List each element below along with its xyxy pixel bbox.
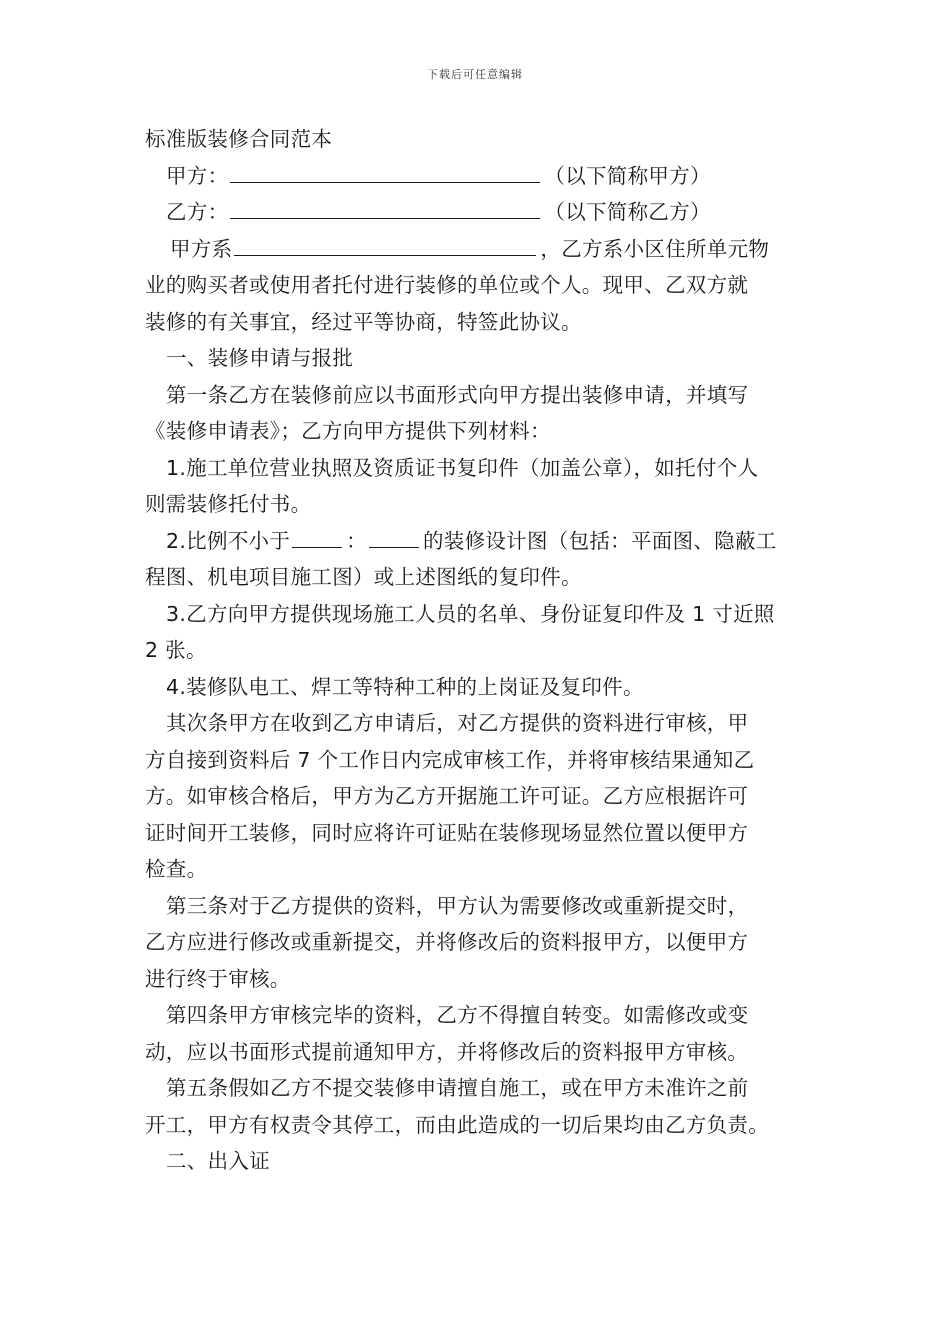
article-2-line-3: 方。如审核合格后，甲方为乙方开据施工许可证。乙方应根据许可 <box>145 784 749 808</box>
item-1-line-2: 则需装修托付书。 <box>145 492 312 516</box>
intro-rest: ，乙方系小区住所单元物 <box>540 236 770 261</box>
article-2-line-2: 方自接到资料后 7 个工作日内完成审核工作，并将审核结果通知乙 <box>145 747 755 772</box>
item-3-line-2: 2 张。 <box>145 638 207 662</box>
party-a-line <box>145 158 810 195</box>
item-4: 4.装修队电工、焊工等特种工种的上岗证及复印件。 <box>166 674 644 699</box>
article-2-line-5: 检查。 <box>145 857 208 881</box>
section-heading-2: 二、出入证 <box>166 1149 270 1173</box>
intro-line-1 <box>145 231 810 268</box>
contract-body <box>145 121 810 1180</box>
item-2-line-2: 程图、机电项目施工图）或上述图纸的复印件。 <box>145 565 582 589</box>
party-b-line <box>145 194 810 231</box>
article-1-line-1: 第一条乙方在装修前应以书面形式向甲方提出装修申请，并填写 <box>166 382 749 407</box>
article-5-line-2: 开工，甲方有权责令其停工，而由此造成的一切后果均由乙方负责。 <box>145 1112 769 1137</box>
article-4-line-2: 动，应以书面形式提前通知甲方，并将修改后的资料报甲方审核。 <box>145 1039 749 1064</box>
item-1-line-1: 1.施工单位营业执照及资质证书复印件（加盖公章），如托付个人 <box>166 455 759 480</box>
item-2-line-1 <box>145 523 810 560</box>
article-4-line-1: 第四条甲方审核完毕的资料，乙方不得擅自转变。如需修改或变 <box>166 1003 749 1027</box>
item-2-prefix: 2.比例不小于 <box>166 528 291 553</box>
header-note: 下载后可任意编辑 <box>427 68 523 81</box>
document-title: 标准版装修合同范本 <box>145 127 333 151</box>
intro-line-3: 装修的有关事宜，经过平等协商，特签此协议。 <box>145 309 582 334</box>
party-a-blank[interactable] <box>230 158 540 183</box>
article-5-line-1: 第五条假如乙方不提交装修申请擅自施工，或在甲方未准许之前 <box>166 1076 749 1100</box>
party-a-label: 甲方： <box>166 163 229 188</box>
item-2-colon: ： <box>346 528 367 553</box>
party-b-suffix: （以下简称乙方） <box>544 200 711 224</box>
party-b-blank[interactable] <box>230 194 540 219</box>
article-2-line-4: 证时间开工装修，同时应将许可证贴在装修现场显然位置以便甲方 <box>145 820 749 845</box>
item-3-line-1: 3.乙方向甲方提供现场施工人员的名单、身份证复印件及 1 寸近照 <box>166 601 775 626</box>
section-heading-1: 一、装修申请与报批 <box>166 346 354 370</box>
article-3-line-3: 进行终于审核。 <box>145 966 291 991</box>
intro-line-2: 业的购买者或使用者托付进行装修的单位或个人。现甲、乙双方就 <box>145 273 749 297</box>
article-3-line-2: 乙方应进行修改或重新提交，并将修改后的资料报甲方，以便甲方 <box>145 930 749 954</box>
article-3-line-1: 第三条对于乙方提供的资料，甲方认为需要修改或重新提交时， <box>166 893 749 918</box>
intro-prefix: 甲方系 <box>170 236 233 261</box>
article-1-line-2: 《装修申请表》；乙方向甲方提供下列材料： <box>145 419 551 443</box>
scale-numerator-blank[interactable] <box>292 523 342 548</box>
party-a-suffix: （以下简称甲方） <box>544 163 711 188</box>
party-a-description-blank[interactable] <box>234 231 536 256</box>
party-b-label: 乙方： <box>166 200 229 224</box>
scale-denominator-blank[interactable] <box>369 523 419 548</box>
item-2-rest: 的装修设计图（包括：平面图、隐蔽工 <box>422 528 777 553</box>
article-2-line-1: 其次条甲方在收到乙方申请后，对乙方提供的资料进行审核，甲 <box>166 711 749 735</box>
